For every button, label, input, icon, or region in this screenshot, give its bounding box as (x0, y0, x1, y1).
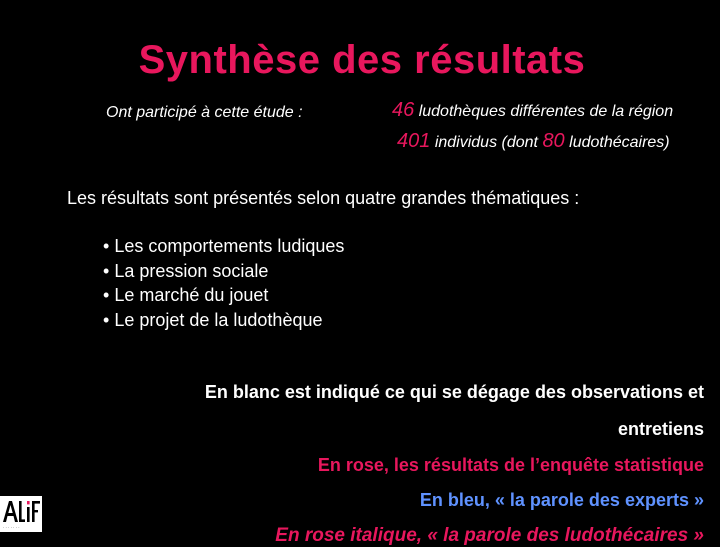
ludothecaires-text: ludothécaires) (564, 134, 670, 151)
slide-title: Synthèse des résultats (138, 38, 586, 82)
themes-list (103, 234, 344, 332)
ludotheques-count: 46 (392, 99, 415, 121)
intro-text: Les résultats sont présentés selon quatre grandes thématiques : (67, 188, 580, 208)
stat-individus (397, 130, 670, 153)
individus-count: 401 (397, 130, 431, 152)
legend-pink-italic: En rose italique, « la parole des ludothécaires » (275, 525, 704, 546)
list-item: • Le projet de la ludothèque (103, 308, 344, 333)
alif-logo (0, 496, 42, 532)
list-item: • La pression sociale (103, 259, 344, 284)
legend-white-line1: En blanc est indiqué ce qui se dégage des observations et (204, 382, 704, 402)
individus-text: individus (dont (430, 134, 543, 151)
legend-pink: En rose, les résultats de l’enquête statistique (317, 455, 704, 475)
alif-logo-subtext: · · · · · · · (3, 525, 20, 530)
stat-ludotheques (392, 99, 673, 122)
list-item: • Le marché du jouet (103, 283, 344, 308)
ludotheques-text: ludothèques différentes de la région (414, 103, 674, 120)
list-item: • Les comportements ludiques (103, 234, 344, 259)
legend-white-line2: entretiens (617, 419, 704, 439)
legend-blue: En bleu, « la parole des experts » (419, 490, 704, 510)
ludothecaires-count: 80 (542, 130, 565, 152)
participation-label: Ont participé à cette étude : (106, 104, 303, 121)
alif-logo-mark (0, 496, 42, 526)
